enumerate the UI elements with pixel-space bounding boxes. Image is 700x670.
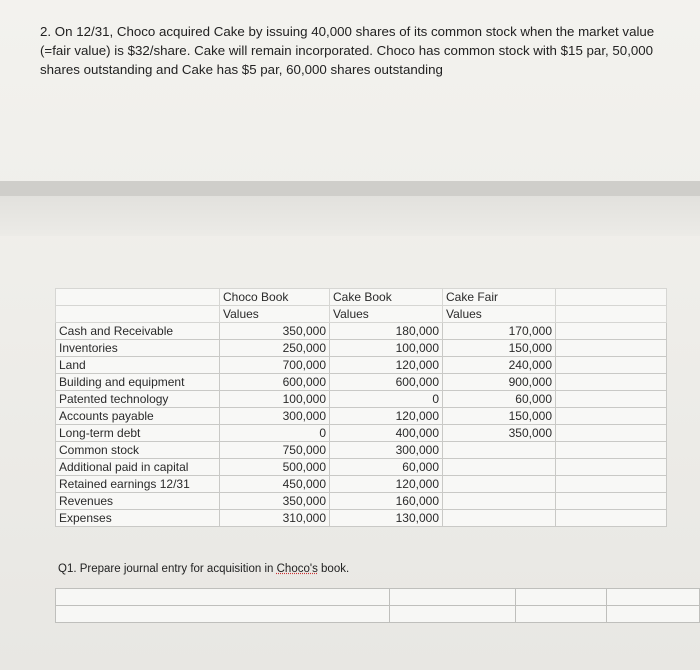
journal-cell[interactable]: [56, 606, 390, 623]
journal-cell[interactable]: [606, 606, 699, 623]
header-blank: [56, 289, 220, 306]
header-choco-book-line1: Choco Book: [220, 289, 330, 306]
table-row: [56, 408, 667, 425]
table-row: [56, 459, 667, 476]
journal-row: [56, 589, 700, 606]
cake-fair-value: [443, 442, 556, 459]
cake-fair-value: 150,000: [443, 408, 556, 425]
cake-fair-value: 60,000: [443, 391, 556, 408]
table-row: [56, 357, 667, 374]
extra-cell: [556, 493, 667, 510]
cake-book-value: 180,000: [330, 323, 443, 340]
extra-cell: [556, 323, 667, 340]
journal-cell[interactable]: [515, 606, 606, 623]
extra-cell: [556, 425, 667, 442]
choco-book-value: 500,000: [220, 459, 330, 476]
cake-book-value: 0: [330, 391, 443, 408]
cake-fair-value: [443, 510, 556, 527]
choco-book-value: 300,000: [220, 408, 330, 425]
question-1: [58, 563, 349, 575]
table-row: [56, 476, 667, 493]
balance-table: [55, 288, 667, 527]
header-extra: [556, 306, 667, 323]
cake-fair-value: [443, 493, 556, 510]
header-cake-fair-line1: Cake Fair: [443, 289, 556, 306]
row-label: Expenses: [56, 510, 220, 527]
row-label: Additional paid in capital: [56, 459, 220, 476]
extra-cell: [556, 357, 667, 374]
row-label: Accounts payable: [56, 408, 220, 425]
table-row: [56, 374, 667, 391]
cake-fair-value: 900,000: [443, 374, 556, 391]
cake-book-value: 400,000: [330, 425, 443, 442]
row-label: Common stock: [56, 442, 220, 459]
table-row: [56, 323, 667, 340]
cake-fair-value: 170,000: [443, 323, 556, 340]
cake-book-value: 120,000: [330, 476, 443, 493]
cake-book-value: 300,000: [330, 442, 443, 459]
table-row: [56, 391, 667, 408]
table-row: [56, 340, 667, 357]
extra-cell: [556, 510, 667, 527]
extra-cell: [556, 442, 667, 459]
choco-book-value: 450,000: [220, 476, 330, 493]
row-label: Long-term debt: [56, 425, 220, 442]
cake-fair-value: 240,000: [443, 357, 556, 374]
table-row: [56, 425, 667, 442]
extra-cell: [556, 374, 667, 391]
header-extra: [556, 289, 667, 306]
cake-fair-value: [443, 476, 556, 493]
row-label: Revenues: [56, 493, 220, 510]
choco-book-value: 750,000: [220, 442, 330, 459]
choco-book-value: 0: [220, 425, 330, 442]
cake-book-value: 120,000: [330, 408, 443, 425]
journal-row: [56, 606, 700, 623]
journal-cell[interactable]: [389, 589, 515, 606]
cake-book-value: 120,000: [330, 357, 443, 374]
page-fold-gradient: [0, 196, 700, 236]
journal-cell[interactable]: [56, 589, 390, 606]
journal-cell[interactable]: [606, 589, 699, 606]
cake-book-value: 160,000: [330, 493, 443, 510]
header-cake-book-line1: Cake Book: [330, 289, 443, 306]
choco-book-value: 310,000: [220, 510, 330, 527]
header-blank: [56, 306, 220, 323]
row-label: Land: [56, 357, 220, 374]
row-label: Retained earnings 12/31: [56, 476, 220, 493]
row-label: Cash and Receivable: [56, 323, 220, 340]
problem-statement: 2. On 12/31, Choco acquired Cake by issuing 40,000 shares of its common stock when the market value (=fair value) is $32/share. Cake will remain incorporated. Choco has common stock with $15 par, 50,000 shares outstanding and Cake has $5 par, 60,000 shares outstanding: [40, 24, 655, 77]
header-row-1: [56, 289, 667, 306]
table-row: [56, 510, 667, 527]
header-cake-fair-line2: Values: [443, 306, 556, 323]
choco-book-value: 250,000: [220, 340, 330, 357]
choco-book-value: 350,000: [220, 323, 330, 340]
question-prefix: Q1. Prepare journal entry for acquisition in: [58, 563, 277, 575]
choco-book-value: 100,000: [220, 391, 330, 408]
journal-entry-grid: [55, 588, 700, 623]
cake-book-value: 100,000: [330, 340, 443, 357]
cake-book-value: 60,000: [330, 459, 443, 476]
choco-book-value: 350,000: [220, 493, 330, 510]
cake-book-value: 600,000: [330, 374, 443, 391]
choco-book-value: 700,000: [220, 357, 330, 374]
extra-cell: [556, 340, 667, 357]
question-suffix: book.: [317, 563, 350, 575]
page-fold-shadow: [0, 181, 700, 196]
question-underlined: Choco's: [276, 563, 318, 575]
header-choco-book-line2: Values: [220, 306, 330, 323]
cake-fair-value: [443, 459, 556, 476]
table-row: [56, 442, 667, 459]
row-label: Inventories: [56, 340, 220, 357]
row-label: Building and equipment: [56, 374, 220, 391]
extra-cell: [556, 459, 667, 476]
extra-cell: [556, 476, 667, 493]
extra-cell: [556, 408, 667, 425]
row-label: Patented technology: [56, 391, 220, 408]
extra-cell: [556, 391, 667, 408]
choco-book-value: 600,000: [220, 374, 330, 391]
journal-cell[interactable]: [389, 606, 515, 623]
header-cake-book-line2: Values: [330, 306, 443, 323]
header-row-2: [56, 306, 667, 323]
table-row: [56, 493, 667, 510]
journal-cell[interactable]: [515, 589, 606, 606]
cake-fair-value: 150,000: [443, 340, 556, 357]
cake-book-value: 130,000: [330, 510, 443, 527]
cake-fair-value: 350,000: [443, 425, 556, 442]
